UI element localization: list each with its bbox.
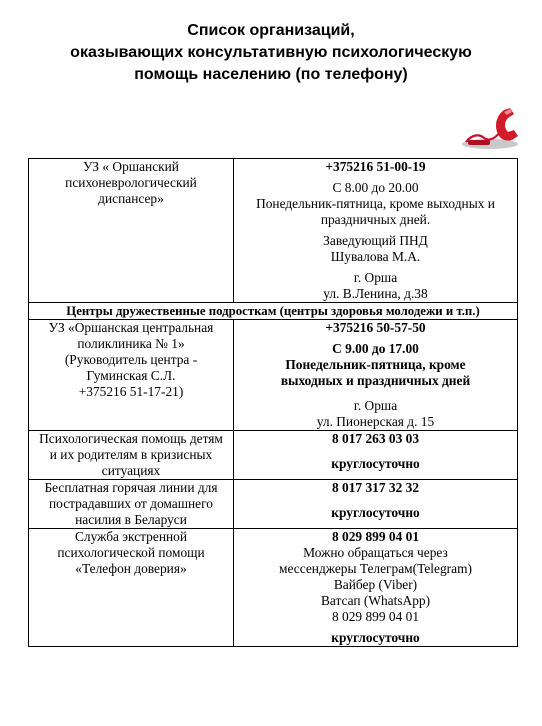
phone-number: +375216 51-00-19: [325, 159, 426, 174]
table-row: [29, 159, 518, 303]
organizations-table: [28, 158, 518, 647]
title-line-1: Список организаций,: [187, 22, 355, 39]
organization-cell: [29, 529, 234, 647]
messenger-line: Можно обращаться через: [303, 545, 448, 560]
organization-cell: [29, 159, 234, 303]
city: г. Орша: [353, 270, 398, 285]
head-name: Шувалова М.А.: [330, 249, 421, 264]
organization-name-line: УЗ « Оршанский: [83, 159, 179, 174]
organization-name-line: психоневрологический: [65, 175, 197, 190]
organization-cell: [29, 431, 234, 480]
title-line-2: оказывающих консультативную психологическую: [70, 44, 472, 61]
organization-name-line: Бесплатная горячая линии для: [44, 480, 218, 495]
organization-name-line: «Телефон доверия»: [75, 561, 187, 576]
organization-name-line: насилия в Беларуси: [75, 512, 187, 527]
table-row: [29, 303, 518, 320]
contact-cell: [234, 529, 518, 647]
messenger-line: мессенджеры Телеграм(Telegram): [279, 561, 472, 576]
organization-name-line: диспансер»: [98, 191, 164, 206]
contact-cell: [234, 431, 518, 480]
table-row: [29, 529, 518, 647]
phone-number: 8 017 317 32 32: [331, 480, 420, 495]
street-address: ул. Пионерская д. 15: [316, 414, 435, 429]
city: г. Орша: [353, 398, 398, 413]
organization-name-line: ситуациях: [101, 463, 161, 478]
contact-cell: [234, 320, 518, 431]
availability-note: круглосуточно: [331, 630, 420, 645]
availability-note: круглосуточно: [331, 456, 420, 471]
organization-cell: [29, 320, 234, 431]
working-days-line: Понедельник-пятница, кроме выходных и: [256, 196, 495, 211]
phone-number: 8 017 263 03 03: [331, 431, 420, 446]
working-days-line: выходных и праздничных дней: [280, 373, 471, 388]
organization-name-line: Гуминская С.Л.: [86, 368, 176, 383]
table-row: [29, 320, 518, 431]
organization-name-line: +375216 51-17-21): [78, 384, 184, 399]
table-row: [29, 431, 518, 480]
working-hours: С 9.00 до 17.00: [332, 341, 419, 356]
contact-cell: [234, 159, 518, 303]
table-row: [29, 480, 518, 529]
phone-number: 8 029 899 04 01: [331, 529, 420, 544]
working-days-line: праздничных дней.: [320, 212, 431, 227]
organization-name-line: Служба экстренной: [74, 529, 188, 544]
organization-name-line: УЗ «Оршанская центральная: [48, 320, 214, 335]
working-hours: С 8.00 до 20.00: [332, 180, 419, 195]
organization-name-line: и их родителям в кризисных: [49, 447, 213, 462]
availability-note: круглосуточно: [331, 505, 420, 520]
messenger-line: Вайбер (Viber): [333, 577, 418, 592]
document-title: [0, 20, 542, 86]
telephone-handset-icon: [458, 104, 520, 152]
section-header: Центры дружественные подросткам (центры здоровья молодежи и т.п.): [29, 303, 518, 320]
working-days-line: Понедельник-пятница, кроме: [285, 357, 466, 372]
organization-name-line: Психологическая помощь детям: [39, 431, 223, 446]
organization-name-line: пострадавших от домашнего: [49, 496, 213, 511]
messenger-phone: 8 029 899 04 01: [331, 609, 420, 624]
organization-name-line: психологической помощи: [57, 545, 205, 560]
organization-name-line: поликлиника № 1»: [77, 336, 185, 351]
organization-cell: [29, 480, 234, 529]
contact-cell: [234, 480, 518, 529]
title-line-3: помощь населению (по телефону): [134, 66, 408, 83]
phone-number: +375216 50-57-50: [325, 320, 426, 335]
street-address: ул. В.Ленина, д.38: [323, 286, 428, 301]
organization-name-line: (Руководитель центра -: [64, 352, 198, 367]
head-position: Заведующий ПНД: [323, 233, 428, 248]
messenger-line: Ватсап (WhatsApp): [320, 593, 431, 608]
